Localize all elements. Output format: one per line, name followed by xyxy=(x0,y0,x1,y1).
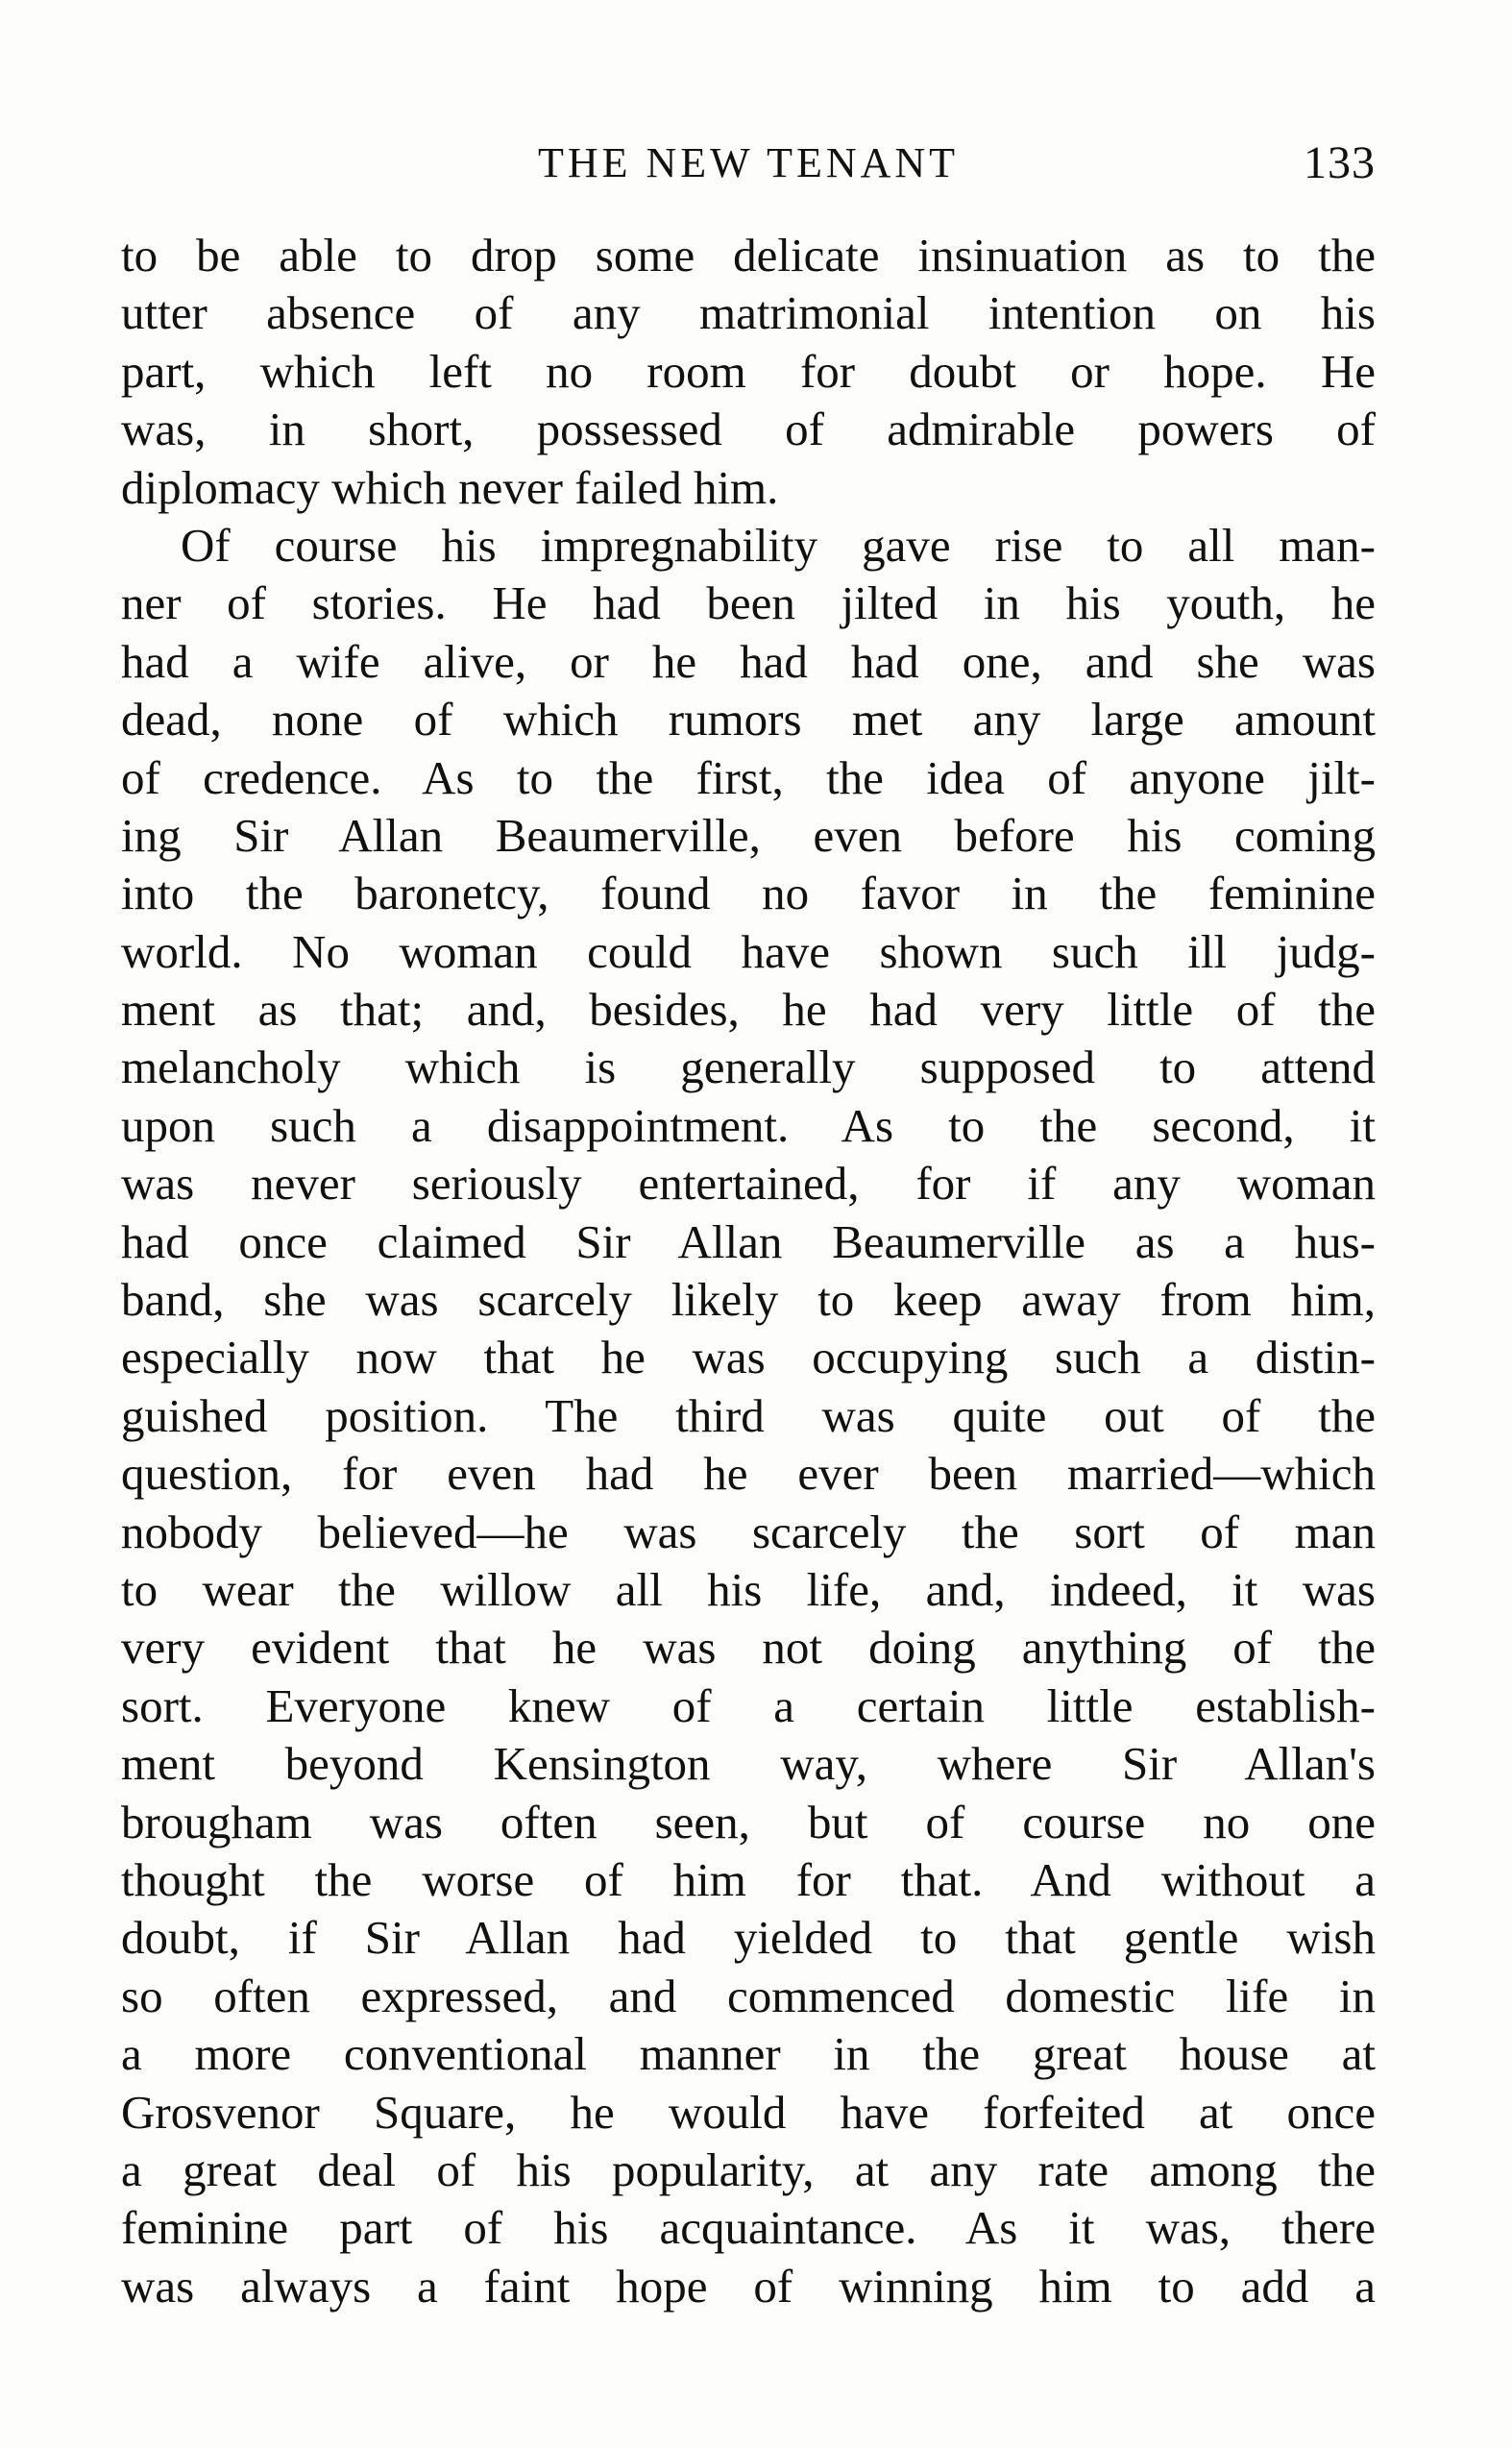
text-line: brougham was often seen, but of course no one xyxy=(121,1795,1376,1848)
text-line: upon such a disappointment. As to the second, it xyxy=(121,1098,1376,1152)
text-line: was never seriously entertained, for if any woman xyxy=(121,1157,1376,1211)
text-line: ment as that; and, besides, he had very little of the xyxy=(121,983,1376,1037)
text-line: to be able to drop some delicate insinuation as to the xyxy=(121,229,1376,282)
text-line: was, in short, possessed of admirable powers of xyxy=(121,403,1376,456)
text-line: so often expressed, and commenced domestic life in xyxy=(121,1969,1376,2022)
text-line: doubt, if Sir Allan had yielded to that gentle wish xyxy=(121,1911,1376,1965)
text-line: ner of stories. He had been jilted in his youth, he xyxy=(121,576,1376,630)
text-line: had a wife alive, or he had had one, and she was xyxy=(121,634,1376,688)
page-header xyxy=(121,133,1376,194)
text-line: diplomacy which never failed him. xyxy=(121,460,779,514)
text-line: ment beyond Kensington way, where Sir Allan's xyxy=(121,1737,1376,1791)
paragraph-first-line: Of course his impregnability gave rise to all man- xyxy=(181,518,1376,572)
text-line: to wear the willow all his life, and, indeed, it was xyxy=(121,1562,1376,1616)
text-line: utter absence of any matrimonial intention on his xyxy=(121,286,1376,340)
text-line: very evident that he was not doing anything of the xyxy=(121,1621,1376,1675)
text-line: question, for even had he ever been married—which xyxy=(121,1447,1376,1501)
text-line: into the baronetcy, found no favor in the feminine xyxy=(121,867,1376,920)
text-line: melancholy which is generally supposed to attend xyxy=(121,1040,1376,1094)
text-line: was always a faint hope of winning him to add a xyxy=(121,2259,1376,2313)
text-line: a great deal of his popularity, at any rate among the xyxy=(121,2142,1376,2196)
body-text xyxy=(121,227,1376,2315)
text-line: of credence. As to the first, the idea of anyone jilt- xyxy=(121,750,1376,804)
text-line: guished position. The third was quite out of the xyxy=(121,1388,1376,1442)
page-number: 133 xyxy=(1304,137,1376,188)
text-line: feminine part of his acquaintance. As it was, there xyxy=(121,2201,1376,2255)
text-line: sort. Everyone knew of a certain little establish- xyxy=(121,1678,1376,1732)
text-line: Grosvenor Square, he would have forfeited at once xyxy=(121,2085,1376,2139)
text-line: ing Sir Allan Beaumerville, even before his coming xyxy=(121,808,1376,862)
text-line: thought the worse of him for that. And without a xyxy=(121,1852,1376,1906)
text-line: part, which left no room for doubt or hope. He xyxy=(121,344,1376,398)
text-line: especially now that he was occupying such a distin- xyxy=(121,1331,1376,1384)
text-line: a more conventional manner in the great house at xyxy=(121,2027,1376,2081)
text-line: had once claimed Sir Allan Beaumerville as a hus- xyxy=(121,1214,1376,1268)
text-line: dead, none of which rumors met any large amount xyxy=(121,693,1376,747)
running-title: THE NEW TENANT xyxy=(537,139,960,186)
text-line: band, she was scarcely likely to keep away from him, xyxy=(121,1273,1376,1327)
text-line: world. No woman could have shown such ill judg- xyxy=(121,924,1376,978)
text-line: nobody believed—he was scarcely the sort of man xyxy=(121,1505,1376,1558)
